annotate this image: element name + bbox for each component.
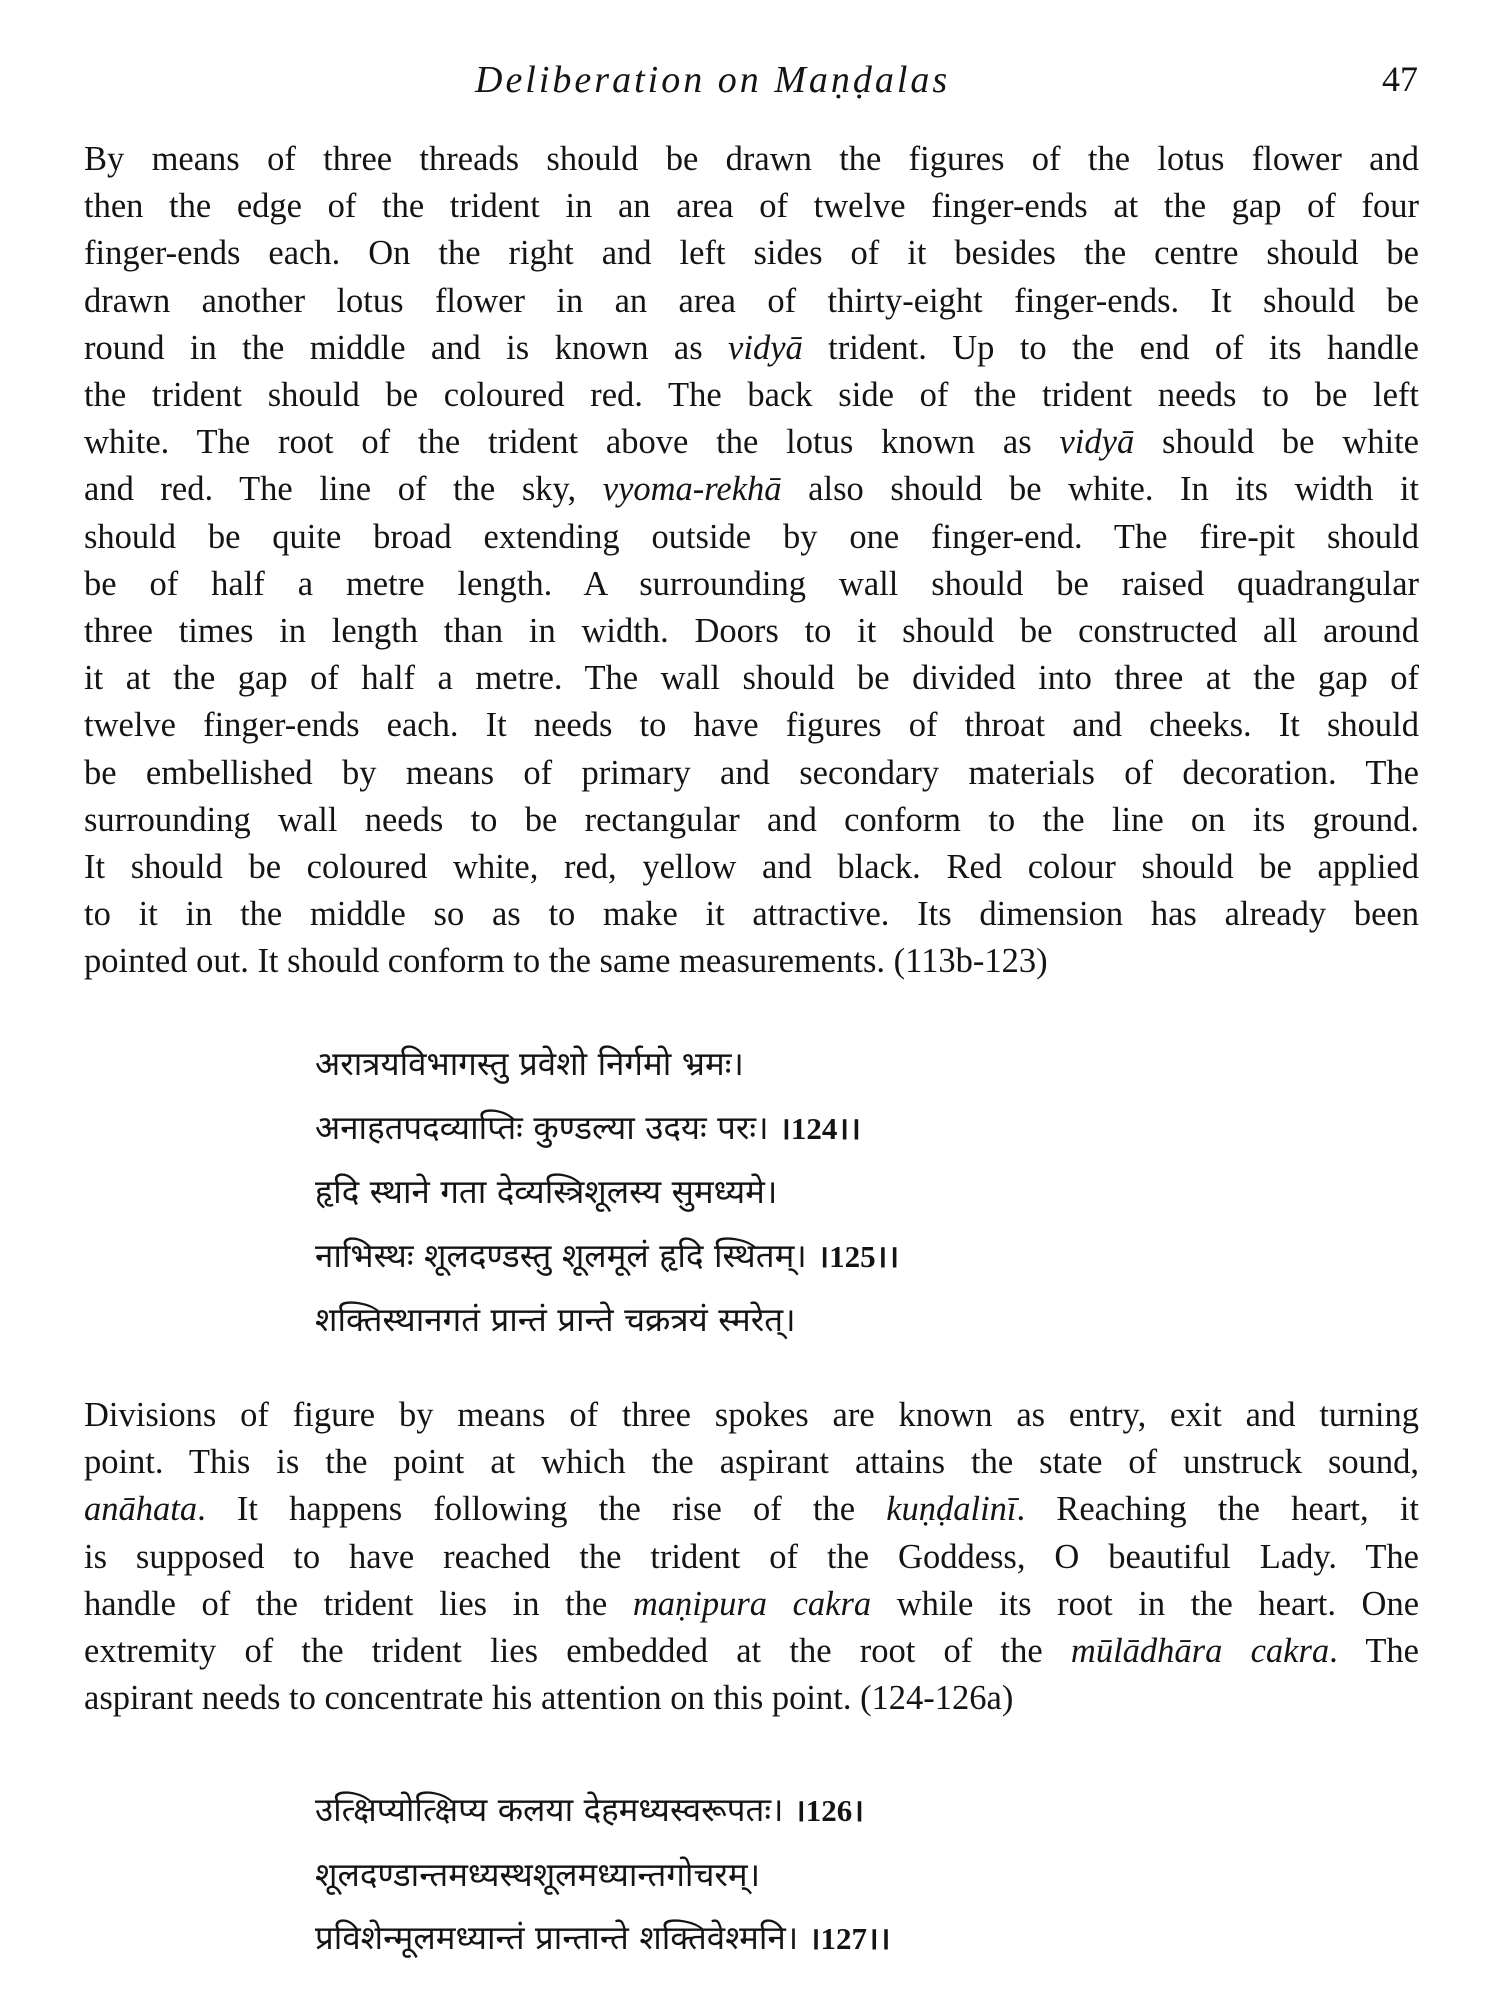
text-line: By means of three threads should be drawn the figures of the lotus flower and bbox=[84, 140, 1419, 178]
text-line: finger-ends each. On the right and left sides of it besides the centre should be bbox=[84, 234, 1419, 273]
text-line: the trident should be coloured red. The back side of the trident needs to be left bbox=[84, 376, 1419, 415]
verse-text: नाभिस्थः शूलदण्डस्तु शूलमूलं हृदि स्थितम्। bbox=[315, 1235, 807, 1275]
text-line: then the edge of the trident in an area of twelve finger-ends at the gap of four bbox=[84, 187, 1419, 226]
page-number: 47 bbox=[1382, 59, 1418, 99]
text-line: be of half a metre length. A surrounding wall should be raised quadrangular bbox=[84, 564, 1419, 603]
text-line: should be quite broad extending outside by one finger-end. The fire-pit should bbox=[84, 517, 1419, 556]
verse-number: ।127।। bbox=[808, 1921, 891, 1956]
verse-text: प्रविशेन्मूलमध्यान्तं प्रान्तान्ते शक्तिवेश्मनि। bbox=[315, 1918, 799, 1957]
text-line bbox=[84, 466, 1419, 513]
verse-number: ।125।। bbox=[817, 1238, 900, 1274]
text-line: surrounding wall needs to be rectangular and conform to the line on its ground. bbox=[84, 800, 1419, 839]
text-line: aspirant needs to concentrate his attention on this point. (124-126a) bbox=[84, 1679, 1014, 1718]
verse-line bbox=[315, 1096, 1215, 1161]
text-segment: white. The root of the trident above the lotus known as bbox=[84, 423, 1060, 462]
text-segment: also should be white. In its width it bbox=[781, 470, 1419, 509]
text-segment: extremity of the trident lies embedded at the root of the bbox=[84, 1632, 1071, 1671]
text-line: It should be coloured white, red, yellow and black. Red colour should be applied bbox=[84, 848, 1419, 887]
verse-line bbox=[315, 1032, 1215, 1096]
text-segment: handle of the trident lies in the bbox=[84, 1584, 633, 1623]
text-line: three times in length than in width. Doors to it should be constructed all around bbox=[84, 612, 1419, 651]
text-line: it at the gap of half a metre. The wall should be divided into three at the gap of bbox=[84, 659, 1419, 698]
text-line bbox=[84, 1628, 1419, 1675]
verse-text: शूलदण्डान्तमध्यस्थशूलमध्यान्तगोचरम्। bbox=[315, 1854, 761, 1894]
verse-line bbox=[315, 1843, 1215, 1907]
sanskrit-term: vyoma-rekhā bbox=[602, 470, 782, 509]
text-line: twelve finger-ends each. It needs to have figures of throat and cheeks. It should bbox=[84, 706, 1419, 745]
text-line bbox=[84, 1581, 1419, 1628]
text-line: point. This is the point at which the aspirant attains the state of unstruck sound, bbox=[84, 1443, 1419, 1482]
verse-line bbox=[315, 1160, 1215, 1224]
sanskrit-term: anāhata bbox=[84, 1490, 198, 1529]
verse-line bbox=[315, 1224, 1215, 1289]
text-segment: round in the middle and is known as bbox=[84, 328, 729, 367]
verse-text: हृदि स्थाने गता देव्यस्त्रिशूलस्य सुमध्यमे। bbox=[315, 1172, 778, 1211]
verse-text: उत्क्षिप्योत्क्षिप्य कलया देहमध्यस्वरूपतः। bbox=[315, 1790, 784, 1829]
text-line: drawn another lotus flower in an area of thirty-eight finger-ends. It should be bbox=[84, 281, 1419, 320]
verse-text: शक्तिस्थानगतं प्रान्तं प्रान्ते चक्रत्रयं स्मरेत्। bbox=[315, 1300, 796, 1339]
running-header bbox=[0, 58, 1500, 108]
paragraph-1 bbox=[84, 136, 1419, 986]
sanskrit-term: vidyā bbox=[1059, 423, 1135, 462]
text-segment: trident. Up to the end of its handle bbox=[802, 328, 1419, 367]
text-segment: . The bbox=[1329, 1632, 1419, 1671]
verse-text: अरात्रयविभागस्तु प्रवेशो निर्गमो भ्रमः। bbox=[315, 1044, 744, 1083]
text-line: to it in the middle so as to make it attractive. Its dimension has already been bbox=[84, 895, 1419, 934]
chapter-title: Deliberation on Maṇḍalas bbox=[475, 59, 951, 101]
text-line bbox=[84, 419, 1419, 466]
paragraph-2 bbox=[84, 1392, 1419, 1722]
sanskrit-term: kuṇḍalinī bbox=[886, 1490, 1017, 1529]
sanskrit-term: vidyā bbox=[728, 328, 803, 367]
text-segment: and red. The line of the sky, bbox=[84, 470, 603, 509]
text-line: pointed out. It should conform to the same measurements. (113b-123) bbox=[84, 942, 1048, 981]
sanskrit-verses-1 bbox=[315, 1032, 1215, 1352]
verse-line bbox=[315, 1288, 1215, 1352]
text-segment: . Reaching the heart, it bbox=[1016, 1490, 1419, 1529]
verse-number: ।124।। bbox=[779, 1110, 861, 1146]
verse-number: ।126। bbox=[794, 1793, 864, 1828]
sanskrit-term: maṇipura cakra bbox=[632, 1584, 872, 1623]
text-segment: . It happens following the rise of the bbox=[197, 1490, 887, 1529]
text-line: Divisions of figure by means of three spokes are known as entry, exit and turning bbox=[84, 1396, 1419, 1434]
text-line bbox=[84, 1486, 1419, 1533]
text-segment: while its root in the heart. One bbox=[871, 1584, 1420, 1623]
verse-text: अनाहतपदव्याप्तिः कुण्डल्या उदयः परः। bbox=[315, 1107, 769, 1147]
sanskrit-verses-2 bbox=[315, 1778, 1215, 1971]
text-line: is supposed to have reached the trident of the Goddess, O beautiful Lady. The bbox=[84, 1537, 1419, 1576]
text-segment: should be white bbox=[1134, 423, 1419, 462]
text-line bbox=[84, 325, 1419, 372]
verse-line bbox=[315, 1906, 1215, 1971]
sanskrit-term: mūlādhāra cakra bbox=[1070, 1632, 1330, 1671]
verse-line bbox=[315, 1778, 1215, 1843]
text-line: be embellished by means of primary and secondary materials of decoration. The bbox=[84, 753, 1419, 792]
